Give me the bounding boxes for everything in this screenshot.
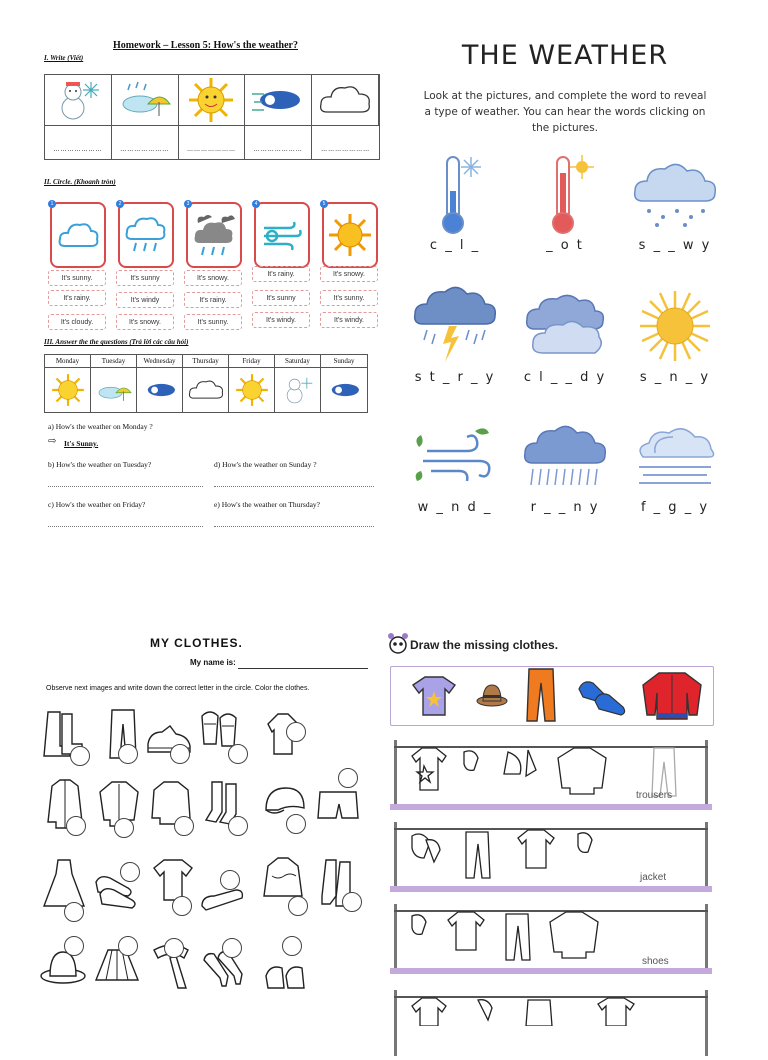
jacket-icon [637,669,707,721]
word-hot: _ o t [546,238,584,253]
cloud-icon [312,75,379,125]
day-header: Monday [45,355,91,368]
snow-cloud-icon[interactable] [625,144,725,244]
word-cloudy: c l _ _ d y [523,370,607,385]
write-blank[interactable]: ………………… [45,125,112,159]
answer-circle[interactable] [288,896,308,916]
question-e: e) How's the weather on Thursday? [214,500,320,509]
weather-instructions: Look at the pictures, and complete the word to reveal a type of weather. You can hear the words clicking on the pictures. [423,90,707,134]
circle-picture-cloudy [50,202,106,268]
answer-circle[interactable] [172,896,192,916]
answer-circle[interactable] [120,862,140,882]
option-text[interactable]: It's snowy. [116,314,174,330]
clothesline [390,822,712,892]
option-text[interactable]: It's cloudy. [48,314,106,330]
circle-picture-rainy [118,202,174,268]
clothes-reference-strip [390,666,714,726]
answer-circle[interactable] [228,744,248,764]
cloud-icon [57,220,99,250]
option-text[interactable]: It's snowy. [184,270,242,286]
word-stormy: s t _ r _ y [414,370,496,385]
days-table [44,354,368,413]
option-text[interactable]: It's sunny. [48,270,106,286]
item-number: 4 [252,200,260,208]
clothesline-items [408,996,698,1026]
write-blank[interactable]: ………………… [112,125,179,159]
day-header: Thursday [183,355,229,368]
rain-cloud-icon [124,215,168,255]
draw-missing-title: Draw the missing clothes. [410,638,559,652]
write-blank[interactable]: ………………… [179,125,246,159]
clothesline [390,904,712,974]
name-label: My name is: [190,658,236,667]
option-text[interactable]: It's sunny [116,270,174,286]
weather-title: THE WEATHER [461,40,669,71]
answer-circle[interactable] [64,936,84,956]
hat-icon [475,681,509,709]
option-text[interactable]: It's snowy. [320,266,378,282]
word-rainy: r _ _ n y [530,500,600,515]
snowman-icon [45,75,112,125]
weather-worksheet [400,30,730,540]
cartoon-mascot-icon [386,632,410,654]
wind-icon[interactable] [405,410,505,510]
storm-cloud-icon [192,213,236,257]
label-jacket: jacket [640,872,667,883]
answer-circle[interactable] [114,818,134,838]
answer-line[interactable] [48,526,203,527]
question-a: a) How's the weather on Monday ? [48,422,153,431]
item-number: 3 [184,200,192,208]
sun-icon[interactable] [625,276,725,376]
hot-thermometer-icon[interactable] [515,144,615,244]
trousers-icon [523,667,559,723]
label-shoes: shoes [642,956,669,967]
question-c: c) How's the weather on Friday? [48,500,146,509]
answer-circle[interactable] [282,936,302,956]
cloudy-icon[interactable] [515,276,615,376]
answer-line[interactable] [214,526,374,527]
rain-cloud-icon[interactable] [515,410,615,510]
question-b: b) How's the weather on Tuesday? [48,460,152,469]
tshirt-icon [409,675,459,717]
item-number: 1 [48,200,56,208]
day-header: Sunday [321,355,367,368]
word-snowy: s _ _ w y [638,238,712,253]
answer-circle[interactable] [118,936,138,956]
wind-swirl-icon [260,218,304,252]
answer-circle[interactable] [342,892,362,912]
homework-worksheet [38,36,378,536]
storm-cloud-icon[interactable] [405,276,505,376]
windy-icon [137,368,183,412]
word-windy: w _ n d _ [417,500,493,515]
answer-circle[interactable] [170,744,190,764]
sun-icon [45,368,91,412]
day-header: Wednesday [137,355,183,368]
section-answer-heading: III. Answer the the questions (Trả lời các câu hỏi) [44,338,189,346]
day-header: Tuesday [91,355,137,368]
write-table [44,74,380,160]
item-number: 2 [116,200,124,208]
word-sunny: s _ n _ y [639,370,711,385]
answer-circle[interactable] [286,722,306,742]
answer-circle[interactable] [164,938,184,958]
answer-circle[interactable] [286,814,306,834]
arrow-right-icon: ⇨ [48,436,57,447]
cloud-icon [183,368,229,412]
answer-circle[interactable] [64,902,84,922]
windy-icon [321,368,367,412]
sun-icon [179,75,246,125]
question-d: d) How's the weather on Sunday ? [214,460,317,469]
windy-icon [245,75,312,125]
shorts-icon [314,778,364,832]
option-text[interactable]: It's sunny. [320,290,378,306]
option-text[interactable]: It's sunny [252,290,310,306]
label-trousers: trousers [636,790,673,801]
answer-line[interactable] [214,486,374,487]
write-blank[interactable]: ………………… [312,125,379,159]
section-write-heading: I. Write (Viết) [44,54,84,62]
option-text[interactable]: It's rainy. [48,290,106,306]
circle-picture-stormy [186,202,242,268]
draw-missing-clothes-worksheet [384,628,724,1024]
option-text[interactable]: It's sunny. [184,314,242,330]
day-header: Friday [229,355,275,368]
option-text[interactable]: It's rainy. [184,292,242,308]
write-blank[interactable]: ………………… [245,125,312,159]
day-header: Saturday [275,355,321,368]
option-text[interactable]: It's windy. [252,312,310,328]
item-number: 5 [320,200,328,208]
sun-icon [328,213,372,257]
word-cold: c _ l _ [429,238,481,253]
answer-circle[interactable] [70,746,90,766]
word-foggy: f _ g _ y [640,500,710,515]
answer-circle[interactable] [174,816,194,836]
sandals-icon [260,946,310,1000]
section-circle-heading: II. Circle. (Khoanh tròn) [44,178,116,186]
clothesline [390,740,712,810]
circle-picture-windy [254,202,310,268]
rain-umbrella-icon [91,368,137,412]
homework-title: Homework – Lesson 5: How's the weather? [113,40,298,51]
answer-circle[interactable] [66,816,86,836]
fog-icon[interactable] [625,410,725,510]
dress-icon [40,858,90,912]
option-text[interactable]: It's rainy. [252,266,310,282]
answer-a: It's Sunny. [64,439,99,448]
option-text[interactable]: It's windy [116,292,174,308]
snowman-icon [275,368,321,412]
cold-thermometer-icon[interactable] [405,144,505,244]
answer-circle[interactable] [338,768,358,788]
circle-picture-sunny [322,202,378,268]
name-line[interactable] [238,668,368,669]
clothes-instructions: Observe next images and write down the correct letter in the circle. Color the clothes. [46,685,310,692]
answer-circle[interactable] [228,816,248,836]
clothes-title: MY CLOTHES. [150,636,243,650]
shoes-icon [575,675,631,717]
clothesline [390,990,712,1060]
answer-circle[interactable] [222,938,242,958]
rain-umbrella-icon [112,75,179,125]
sun-icon [229,368,275,412]
answer-circle[interactable] [220,870,240,890]
answer-line[interactable] [48,486,203,487]
answer-circle[interactable] [118,744,138,764]
my-clothes-worksheet [38,630,368,1024]
option-text[interactable]: It's windy. [320,312,378,328]
